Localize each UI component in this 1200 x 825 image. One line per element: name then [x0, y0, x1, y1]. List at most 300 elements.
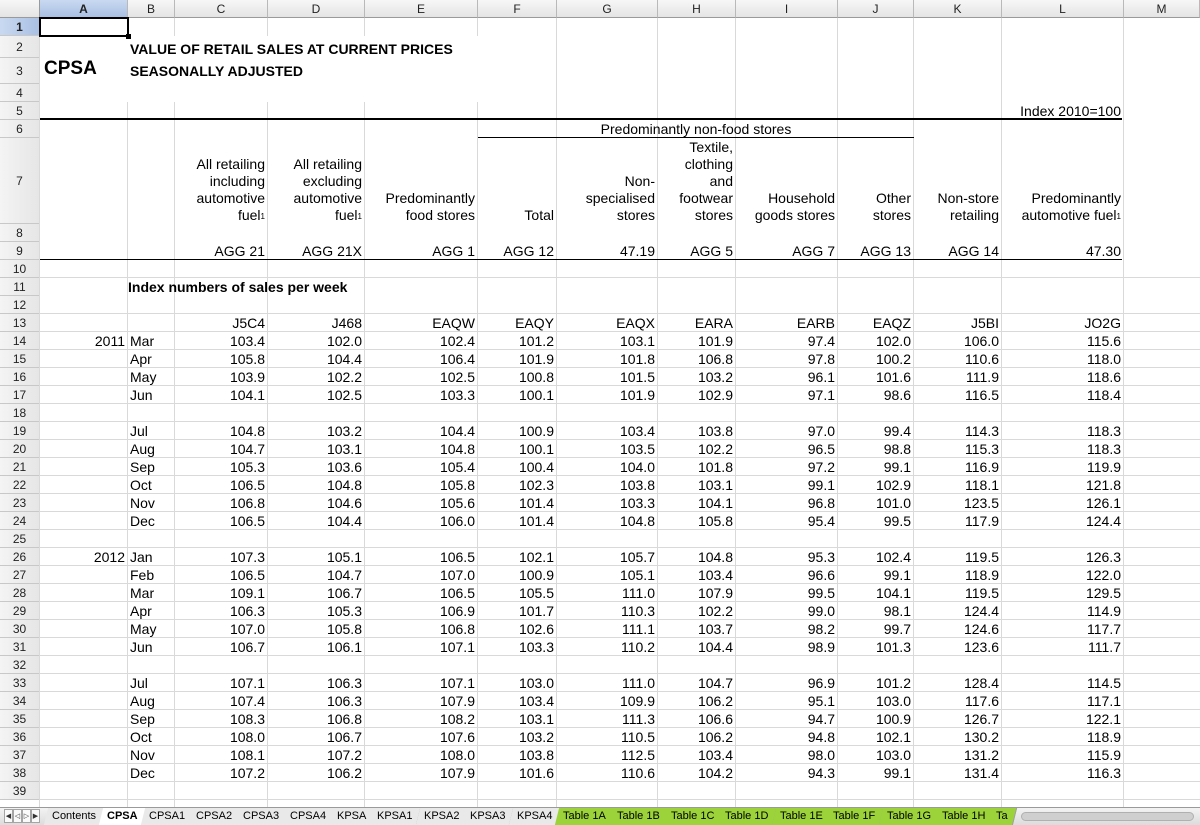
value-cell[interactable]: 96.8	[807, 495, 835, 511]
row-header-38[interactable]: 38	[0, 764, 40, 782]
value-cell[interactable]: 105.8	[229, 351, 265, 367]
row-header-28[interactable]: 28	[0, 584, 40, 602]
value-cell[interactable]: 106.5	[439, 585, 475, 601]
value-cell[interactable]: 131.2	[963, 747, 999, 763]
column-header-L[interactable]: L	[1002, 0, 1124, 18]
month-cell[interactable]: Aug	[130, 441, 155, 457]
sheet-tab[interactable]	[609, 808, 669, 825]
value-cell[interactable]: 103.7	[697, 621, 733, 637]
row-header-39[interactable]: 39	[0, 782, 40, 800]
month-cell[interactable]: Dec	[130, 765, 155, 781]
row-header-35[interactable]: 35	[0, 710, 40, 728]
series-id-cell[interactable]: EAQW	[432, 315, 475, 331]
value-cell[interactable]: 101.8	[697, 459, 733, 475]
value-cell[interactable]: 105.3	[229, 459, 265, 475]
value-cell[interactable]: 106.8	[697, 351, 733, 367]
value-cell[interactable]: 98.8	[883, 441, 911, 457]
value-cell[interactable]: 104.1	[875, 585, 911, 601]
row-header-8[interactable]: 8	[0, 224, 40, 242]
month-cell[interactable]: Mar	[130, 333, 155, 349]
column-heading-H[interactable]	[658, 134, 736, 224]
value-cell[interactable]: 104.1	[229, 387, 265, 403]
value-cell[interactable]: 109.9	[619, 693, 655, 709]
value-cell[interactable]: 106.7	[326, 729, 362, 745]
row-header-11[interactable]: 11	[0, 278, 40, 296]
value-cell[interactable]: 100.2	[875, 351, 911, 367]
row-header-22[interactable]: 22	[0, 476, 40, 494]
value-cell[interactable]: 105.5	[518, 585, 554, 601]
row-header-24[interactable]: 24	[0, 512, 40, 530]
sheet-tab[interactable]	[235, 808, 288, 825]
sheet-tab[interactable]	[462, 808, 515, 825]
value-cell[interactable]: 103.4	[697, 747, 733, 763]
month-cell[interactable]: Sep	[130, 711, 155, 727]
value-cell[interactable]: 124.4	[1085, 513, 1121, 529]
value-cell[interactable]: 109.1	[229, 585, 265, 601]
value-cell[interactable]: 101.7	[518, 603, 554, 619]
sheet-tab[interactable]	[879, 808, 940, 825]
value-cell[interactable]: 112.5	[621, 747, 655, 763]
month-cell[interactable]: Apr	[130, 603, 152, 619]
value-cell[interactable]: 99.1	[883, 459, 911, 475]
value-cell[interactable]: 106.3	[326, 693, 362, 709]
value-cell[interactable]: 107.4	[229, 693, 265, 709]
column-header-B[interactable]: B	[128, 0, 175, 18]
value-cell[interactable]: 107.2	[229, 765, 265, 781]
value-cell[interactable]: 94.3	[807, 765, 835, 781]
row-header-16[interactable]: 16	[0, 368, 40, 386]
title-line-1[interactable]: VALUE OF RETAIL SALES AT CURRENT PRICES	[130, 41, 453, 57]
value-cell[interactable]: 101.4	[518, 513, 554, 529]
value-cell[interactable]: 126.7	[963, 711, 999, 727]
year-cell[interactable]: 2011	[94, 333, 125, 349]
value-cell[interactable]: 105.8	[439, 477, 475, 493]
value-cell[interactable]: 118.3	[1087, 423, 1121, 439]
row-header-3[interactable]: 3	[0, 58, 40, 84]
value-cell[interactable]: 102.2	[697, 441, 733, 457]
row-header-12[interactable]: 12	[0, 296, 40, 314]
value-cell[interactable]: 106.7	[326, 585, 362, 601]
value-cell[interactable]: 103.0	[518, 675, 554, 691]
title-line-2[interactable]: SEASONALLY ADJUSTED	[130, 63, 303, 79]
value-cell[interactable]: 103.2	[697, 369, 733, 385]
row-header-26[interactable]: 26	[0, 548, 40, 566]
value-cell[interactable]: 101.9	[518, 351, 554, 367]
value-cell[interactable]: 110.6	[621, 765, 655, 781]
column-header-G[interactable]: G	[557, 0, 658, 18]
value-cell[interactable]: 118.6	[1087, 369, 1121, 385]
month-cell[interactable]: Oct	[130, 477, 152, 493]
row-header-4[interactable]: 4	[0, 84, 40, 102]
value-cell[interactable]: 118.0	[1087, 351, 1121, 367]
value-cell[interactable]: 110.3	[621, 603, 655, 619]
value-cell[interactable]: 100.9	[518, 423, 554, 439]
month-cell[interactable]: Jun	[130, 639, 153, 655]
value-cell[interactable]: 104.7	[697, 675, 733, 691]
value-cell[interactable]: 101.3	[875, 639, 911, 655]
value-cell[interactable]: 111.0	[622, 675, 655, 691]
value-cell[interactable]: 95.4	[807, 513, 835, 529]
value-cell[interactable]: 103.4	[619, 423, 655, 439]
value-cell[interactable]: 106.9	[439, 603, 475, 619]
value-cell[interactable]: 103.3	[619, 495, 655, 511]
value-cell[interactable]: 103.1	[326, 441, 362, 457]
sheet-tab[interactable]	[416, 808, 469, 825]
value-cell[interactable]: 100.1	[518, 387, 554, 403]
row-header-7[interactable]: 7	[0, 138, 40, 224]
value-cell[interactable]: 97.8	[807, 351, 835, 367]
value-cell[interactable]: 103.4	[229, 333, 265, 349]
value-cell[interactable]: 99.7	[883, 621, 911, 637]
value-cell[interactable]: 103.1	[619, 333, 655, 349]
agg-code-cell[interactable]: 47.30	[1085, 243, 1121, 259]
value-cell[interactable]: 98.0	[807, 747, 835, 763]
month-cell[interactable]: Jan	[130, 549, 153, 565]
value-cell[interactable]: 97.0	[807, 423, 835, 439]
sheet-tab[interactable]	[99, 808, 147, 825]
value-cell[interactable]: 102.6	[518, 621, 554, 637]
value-cell[interactable]: 104.4	[439, 423, 475, 439]
column-header-H[interactable]: H	[658, 0, 736, 18]
value-cell[interactable]: 102.1	[518, 549, 554, 565]
series-id-cell[interactable]: EAQX	[616, 315, 655, 331]
value-cell[interactable]: 99.5	[807, 585, 835, 601]
month-cell[interactable]: Dec	[130, 513, 155, 529]
section-label[interactable]: Index numbers of sales per week	[128, 279, 348, 295]
column-header-J[interactable]: J	[838, 0, 914, 18]
value-cell[interactable]: 117.6	[965, 693, 999, 709]
value-cell[interactable]: 105.3	[326, 603, 362, 619]
row-header-29[interactable]: 29	[0, 602, 40, 620]
value-cell[interactable]: 106.2	[326, 765, 362, 781]
value-cell[interactable]: 103.6	[326, 459, 362, 475]
value-cell[interactable]: 103.1	[697, 477, 733, 493]
column-header-I[interactable]: I	[736, 0, 838, 18]
month-cell[interactable]: Jul	[130, 675, 148, 691]
agg-code-cell[interactable]: AGG 12	[503, 243, 554, 259]
value-cell[interactable]: 108.0	[229, 729, 265, 745]
column-heading-F[interactable]	[478, 134, 557, 224]
value-cell[interactable]: 118.9	[965, 567, 999, 583]
value-cell[interactable]: 98.2	[807, 621, 835, 637]
value-cell[interactable]: 131.4	[963, 765, 999, 781]
row-header-14[interactable]: 14	[0, 332, 40, 350]
value-cell[interactable]: 104.8	[619, 513, 655, 529]
column-heading-J[interactable]	[838, 134, 914, 224]
column-header-A[interactable]: A	[40, 0, 128, 18]
sheet-tab[interactable]	[663, 808, 724, 825]
value-cell[interactable]: 102.9	[875, 477, 911, 493]
value-cell[interactable]: 108.1	[229, 747, 265, 763]
value-cell[interactable]: 111.1	[622, 621, 655, 637]
value-cell[interactable]: 111.0	[622, 585, 655, 601]
row-header-23[interactable]: 23	[0, 494, 40, 512]
value-cell[interactable]: 100.4	[518, 459, 554, 475]
value-cell[interactable]: 117.7	[1087, 621, 1121, 637]
agg-code-cell[interactable]: AGG 1	[432, 243, 475, 259]
value-cell[interactable]: 102.4	[439, 333, 475, 349]
value-cell[interactable]: 107.9	[697, 585, 733, 601]
value-cell[interactable]: 102.5	[439, 369, 475, 385]
value-cell[interactable]: 106.5	[439, 549, 475, 565]
last-sheet-button[interactable]: ▶	[31, 809, 40, 823]
value-cell[interactable]: 104.1	[697, 495, 733, 511]
value-cell[interactable]: 111.7	[1088, 639, 1121, 655]
value-cell[interactable]: 100.8	[518, 369, 554, 385]
value-cell[interactable]: 106.5	[229, 513, 265, 529]
value-cell[interactable]: 106.8	[326, 711, 362, 727]
month-cell[interactable]: Jun	[130, 387, 153, 403]
value-cell[interactable]: 104.7	[326, 567, 362, 583]
value-cell[interactable]: 101.6	[875, 369, 911, 385]
value-cell[interactable]: 105.1	[619, 567, 655, 583]
row-header-15[interactable]: 15	[0, 350, 40, 368]
month-cell[interactable]: May	[130, 369, 157, 385]
value-cell[interactable]: 97.2	[807, 459, 835, 475]
sheet-tab[interactable]	[717, 808, 778, 825]
value-cell[interactable]: 102.0	[326, 333, 362, 349]
month-cell[interactable]: Nov	[130, 747, 155, 763]
value-cell[interactable]: 104.8	[439, 441, 475, 457]
value-cell[interactable]: 105.6	[439, 495, 475, 511]
agg-code-cell[interactable]: AGG 13	[860, 243, 911, 259]
series-id-cell[interactable]: J5C4	[232, 315, 265, 331]
value-cell[interactable]: 98.1	[883, 603, 911, 619]
value-cell[interactable]: 105.8	[326, 621, 362, 637]
row-header-13[interactable]: 13	[0, 314, 40, 332]
horizontal-scrollbar[interactable]	[1021, 812, 1194, 821]
value-cell[interactable]: 103.2	[518, 729, 554, 745]
value-cell[interactable]: 101.2	[875, 675, 911, 691]
row-header-32[interactable]: 32	[0, 656, 40, 674]
value-cell[interactable]: 106.0	[439, 513, 475, 529]
value-cell[interactable]: 105.4	[439, 459, 475, 475]
row-header-19[interactable]: 19	[0, 422, 40, 440]
sheet-tab[interactable]	[988, 808, 1017, 825]
value-cell[interactable]: 105.1	[326, 549, 362, 565]
column-heading-K[interactable]	[914, 134, 1002, 224]
value-cell[interactable]: 100.1	[518, 441, 554, 457]
value-cell[interactable]: 103.0	[875, 747, 911, 763]
value-cell[interactable]: 117.1	[1087, 693, 1121, 709]
agg-code-cell[interactable]: AGG 5	[690, 243, 733, 259]
series-id-cell[interactable]: J5BI	[970, 315, 999, 331]
value-cell[interactable]: 104.4	[326, 351, 362, 367]
value-cell[interactable]: 97.4	[807, 333, 835, 349]
column-header-F[interactable]: F	[478, 0, 557, 18]
value-cell[interactable]: 104.7	[229, 441, 265, 457]
value-cell[interactable]: 106.8	[229, 495, 265, 511]
value-cell[interactable]: 115.3	[965, 441, 999, 457]
row-header-34[interactable]: 34	[0, 692, 40, 710]
value-cell[interactable]: 103.1	[518, 711, 554, 727]
value-cell[interactable]: 95.3	[807, 549, 835, 565]
value-cell[interactable]: 106.4	[439, 351, 475, 367]
month-cell[interactable]: Nov	[130, 495, 155, 511]
sheet-tab[interactable]	[188, 808, 241, 825]
month-cell[interactable]: Oct	[130, 729, 152, 745]
column-heading-E[interactable]	[365, 134, 478, 224]
value-cell[interactable]: 104.6	[326, 495, 362, 511]
value-cell[interactable]: 99.0	[807, 603, 835, 619]
value-cell[interactable]: 102.1	[875, 729, 911, 745]
month-cell[interactable]: May	[130, 621, 157, 637]
value-cell[interactable]: 102.2	[326, 369, 362, 385]
value-cell[interactable]: 116.3	[1087, 765, 1121, 781]
value-cell[interactable]: 103.3	[439, 387, 475, 403]
value-cell[interactable]: 104.4	[326, 513, 362, 529]
value-cell[interactable]: 106.1	[326, 639, 362, 655]
value-cell[interactable]: 103.5	[619, 441, 655, 457]
value-cell[interactable]: 102.3	[518, 477, 554, 493]
month-cell[interactable]: Mar	[130, 585, 155, 601]
value-cell[interactable]: 100.9	[875, 711, 911, 727]
value-cell[interactable]: 103.0	[875, 693, 911, 709]
sheet-tab[interactable]	[555, 808, 615, 825]
value-cell[interactable]: 103.2	[326, 423, 362, 439]
value-cell[interactable]: 124.6	[963, 621, 999, 637]
value-cell[interactable]: 94.7	[807, 711, 835, 727]
value-cell[interactable]: 106.2	[697, 729, 733, 745]
series-id-cell[interactable]: EAQY	[515, 315, 554, 331]
value-cell[interactable]: 104.2	[697, 765, 733, 781]
value-cell[interactable]: 116.5	[965, 387, 999, 403]
value-cell[interactable]: 101.8	[619, 351, 655, 367]
value-cell[interactable]: 106.0	[963, 333, 999, 349]
value-cell[interactable]: 102.4	[875, 549, 911, 565]
row-header-37[interactable]: 37	[0, 746, 40, 764]
value-cell[interactable]: 107.9	[439, 765, 475, 781]
value-cell[interactable]: 99.4	[883, 423, 911, 439]
value-cell[interactable]: 104.8	[326, 477, 362, 493]
value-cell[interactable]: 96.5	[807, 441, 835, 457]
column-heading-L[interactable]	[1002, 134, 1124, 224]
row-header-33[interactable]: 33	[0, 674, 40, 692]
column-heading-I[interactable]	[736, 134, 838, 224]
value-cell[interactable]: 102.2	[697, 603, 733, 619]
value-cell[interactable]: 130.2	[963, 729, 999, 745]
index-note[interactable]: Index 2010=100	[1020, 103, 1121, 119]
sheet-tab[interactable]	[369, 808, 422, 825]
column-header-E[interactable]: E	[365, 0, 478, 18]
value-cell[interactable]: 97.1	[807, 387, 835, 403]
value-cell[interactable]: 101.6	[518, 765, 554, 781]
series-id-cell[interactable]: EARA	[694, 315, 733, 331]
sheet-tab[interactable]	[140, 808, 193, 825]
month-cell[interactable]: Aug	[130, 693, 155, 709]
series-id-cell[interactable]: J468	[331, 315, 362, 331]
row-header-30[interactable]: 30	[0, 620, 40, 638]
value-cell[interactable]: 119.5	[965, 549, 999, 565]
value-cell[interactable]: 115.9	[1087, 747, 1121, 763]
value-cell[interactable]: 107.3	[229, 549, 265, 565]
value-cell[interactable]: 122.1	[1085, 711, 1121, 727]
value-cell[interactable]: 116.9	[965, 459, 999, 475]
value-cell[interactable]: 96.6	[807, 567, 835, 583]
value-cell[interactable]: 119.9	[1087, 459, 1121, 475]
value-cell[interactable]: 114.9	[1087, 603, 1121, 619]
value-cell[interactable]: 107.0	[439, 567, 475, 583]
row-header-1[interactable]: 1	[0, 18, 40, 36]
group-label[interactable]: Predominantly non-food stores	[600, 121, 792, 137]
value-cell[interactable]: 99.1	[883, 567, 911, 583]
value-cell[interactable]: 103.8	[619, 477, 655, 493]
active-cell-A1[interactable]	[39, 17, 129, 37]
value-cell[interactable]: 101.9	[697, 333, 733, 349]
column-heading-C[interactable]	[175, 134, 268, 224]
agg-code-cell[interactable]: AGG 14	[948, 243, 999, 259]
column-header-D[interactable]: D	[268, 0, 365, 18]
value-cell[interactable]: 95.1	[807, 693, 835, 709]
value-cell[interactable]: 126.3	[1085, 549, 1121, 565]
value-cell[interactable]: 129.5	[1085, 585, 1121, 601]
month-cell[interactable]: Feb	[130, 567, 155, 583]
value-cell[interactable]: 119.5	[965, 585, 999, 601]
column-header-C[interactable]: C	[175, 0, 268, 18]
value-cell[interactable]: 122.0	[1085, 567, 1121, 583]
value-cell[interactable]: 99.5	[883, 513, 911, 529]
value-cell[interactable]: 111.9	[966, 369, 999, 385]
value-cell[interactable]: 101.9	[619, 387, 655, 403]
value-cell[interactable]: 102.5	[326, 387, 362, 403]
row-header-9[interactable]: 9	[0, 242, 40, 260]
value-cell[interactable]: 106.5	[229, 567, 265, 583]
value-cell[interactable]: 103.8	[697, 423, 733, 439]
value-cell[interactable]: 108.2	[439, 711, 475, 727]
value-cell[interactable]: 123.5	[963, 495, 999, 511]
value-cell[interactable]: 114.5	[1087, 675, 1121, 691]
month-cell[interactable]: Sep	[130, 459, 155, 475]
value-cell[interactable]: 107.9	[439, 693, 475, 709]
sheet-tab[interactable]	[771, 808, 831, 825]
row-header-20[interactable]: 20	[0, 440, 40, 458]
value-cell[interactable]: 107.2	[326, 747, 362, 763]
value-cell[interactable]: 106.5	[229, 477, 265, 493]
value-cell[interactable]: 104.8	[697, 549, 733, 565]
value-cell[interactable]: 101.2	[518, 333, 554, 349]
value-cell[interactable]: 99.1	[807, 477, 835, 493]
next-sheet-button[interactable]: ▷	[22, 809, 31, 823]
value-cell[interactable]: 107.1	[439, 675, 475, 691]
column-heading-D[interactable]	[268, 134, 365, 224]
value-cell[interactable]: 101.4	[518, 495, 554, 511]
value-cell[interactable]: 110.6	[965, 351, 999, 367]
month-cell[interactable]: Apr	[130, 351, 152, 367]
value-cell[interactable]: 111.3	[622, 711, 655, 727]
sheet-code[interactable]: CPSA	[44, 58, 97, 79]
row-header-36[interactable]: 36	[0, 728, 40, 746]
value-cell[interactable]: 104.0	[619, 459, 655, 475]
value-cell[interactable]: 100.9	[518, 567, 554, 583]
month-cell[interactable]: Jul	[130, 423, 148, 439]
row-header-17[interactable]: 17	[0, 386, 40, 404]
value-cell[interactable]: 106.3	[326, 675, 362, 691]
sheet-tab[interactable]	[44, 808, 105, 825]
value-cell[interactable]: 106.6	[697, 711, 733, 727]
value-cell[interactable]: 110.5	[621, 729, 655, 745]
value-cell[interactable]: 102.0	[875, 333, 911, 349]
row-header-25[interactable]: 25	[0, 530, 40, 548]
value-cell[interactable]: 105.8	[697, 513, 733, 529]
value-cell[interactable]: 102.9	[697, 387, 733, 403]
series-id-cell[interactable]: EARB	[796, 315, 835, 331]
value-cell[interactable]: 110.2	[621, 639, 655, 655]
fill-handle[interactable]	[126, 34, 131, 39]
value-cell[interactable]: 107.6	[439, 729, 475, 745]
row-header-27[interactable]: 27	[0, 566, 40, 584]
row-header-31[interactable]: 31	[0, 638, 40, 656]
row-header-21[interactable]: 21	[0, 458, 40, 476]
